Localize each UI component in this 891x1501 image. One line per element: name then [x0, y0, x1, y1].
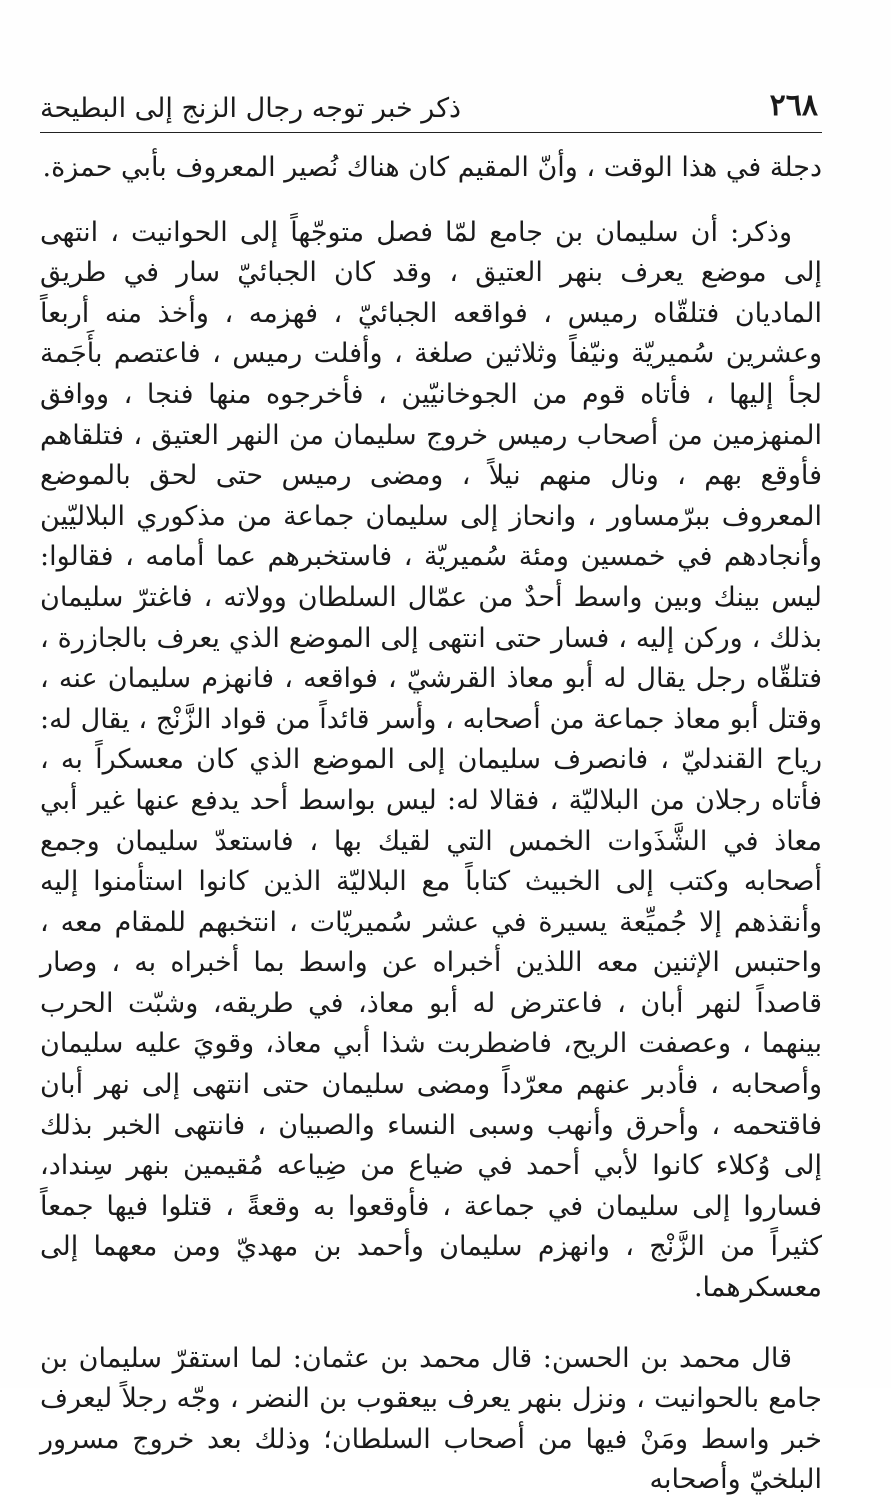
- paragraph-continuation: دجلة في هذا الوقت ، وأنّ المقيم كان هناك نُصير المعروف بأبي حمزة.: [42, 152, 822, 183]
- body-text: [40, 148, 822, 1501]
- page-header: [40, 84, 822, 133]
- running-title: ذكر خبر توجه رجال الزنج إلى البطيحة: [40, 93, 462, 124]
- page-number: ٢٦٨: [769, 88, 818, 123]
- paragraph-muhammad-ibn-al-hasan: قال محمد بن الحسن: قال محمد بن عثمان: لما استقرّ سليمان بن جامع بالحوانيت ، ونزل بنهر يعرف بيعقوب بن النضر ، وجّه رجلاً ليعرف خبر واسط ومَنْ فيها من أصحاب السلطان؛ وذلك بعد خروج مسرور البلخيّ وأصحابه: [40, 1342, 822, 1496]
- paragraph-sulayman-campaign: وذكر: أن سليمان بن جامع لمّا فصل متوجّهاً إلى الحوانيت ، انتهى إلى موضع يعرف بنهر العتيق ، وقد كان الجبائيّ سار في طريق المادیان فتلقّاه رميس ، فواقعه الجبائيّ ، فهزمه ، وأخذ منه أربعاً وعشرين سُميريّة ونيّفاً وثلاثين صلغة ، وأفلت رميس ، فاعتصم بأَجَمة لجأ إليها ، فأتاه قوم من الجوخانيّين ، فأخرجوه منها فنجا ، ووافق المنهزمين من أصحاب رميس خروج سليمان من النهر العتيق ، فتلقاهم فأوقع بهم ، ونال منهم نيلاً ، ومضى رميس حتى لحق بالموضع المعروف ببرّمساور ، وانحاز إلى سليمان جماعة من مذكوري البلاليّين وأنجادهم في خمسين ومئة سُميريّة ، فاستخبرهم عما أمامه ، فقالوا: ليس بينك وبين واسط أحدٌ من عمّال السلطان وولاته ، فاغترّ سليمان بذلك ، وركن إليه ، فسار حتى انتهى إلى الموضع الذي يعرف بالجازرة ، فتلقّاه رجل يقال له أبو معاذ القرشيّ ، فواقعه ، فانهزم سليمان عنه ، وقتل أبو معاذ جماعة من أصحابه ، وأسر قائداً من قواد الزَّنْج ، يقال له: رياح القندليّ ، فانصرف سليمان إلى الموضع الذي كان معسكراً به ، فأتاه رجلان من البلاليّة ، فقالا له: ليس بواسط أحد يدفع عنها غير أبي معاذ في الشَّذَوات الخمس التي لقيك بها ، فاستعدّ سليمان وجمع أصحابه وكتب إلى الخبيث كتاباً مع البلاليّة الذين كانوا استأمنوا إليه وأنقذهم إلا جُميِّعة يسيرة في عشر سُميريّات ، انتخبهم للمقام معه ، واحتبس الإثنين معه اللذين أخبراه عن واسط بما أخبراه به ، وصار قاصداً لنهر أبان ، فاعترض له أبو معاذ، في طريقه، وشبّت الحرب بينهما ، وعصفت الريح، فاضطربت شذا أبي معاذ، وقويَ عليه سليمان وأصحابه ، فأدبر عنهم معرّداً ومضى سليمان حتى انتهى إلى نهر أبان فاقتحمه ، وأحرق وأنهب وسبى النساء والصبيان ، فانتهى الخبر بذلك إلى وُكلاء كانوا لأبي أحمد في ضياع من ضِياعه مُقيمين بنهر سِنداد، فساروا إلى سليمان في جماعة ، فأوقعوا به وقعةً ، قتلوا فيها جمعاً كثيراً من الزَّنْج ، وانهزم سليمان وأحمد بن مهديّ ومن معهما إلى معسكرهما.: [40, 216, 822, 1304]
